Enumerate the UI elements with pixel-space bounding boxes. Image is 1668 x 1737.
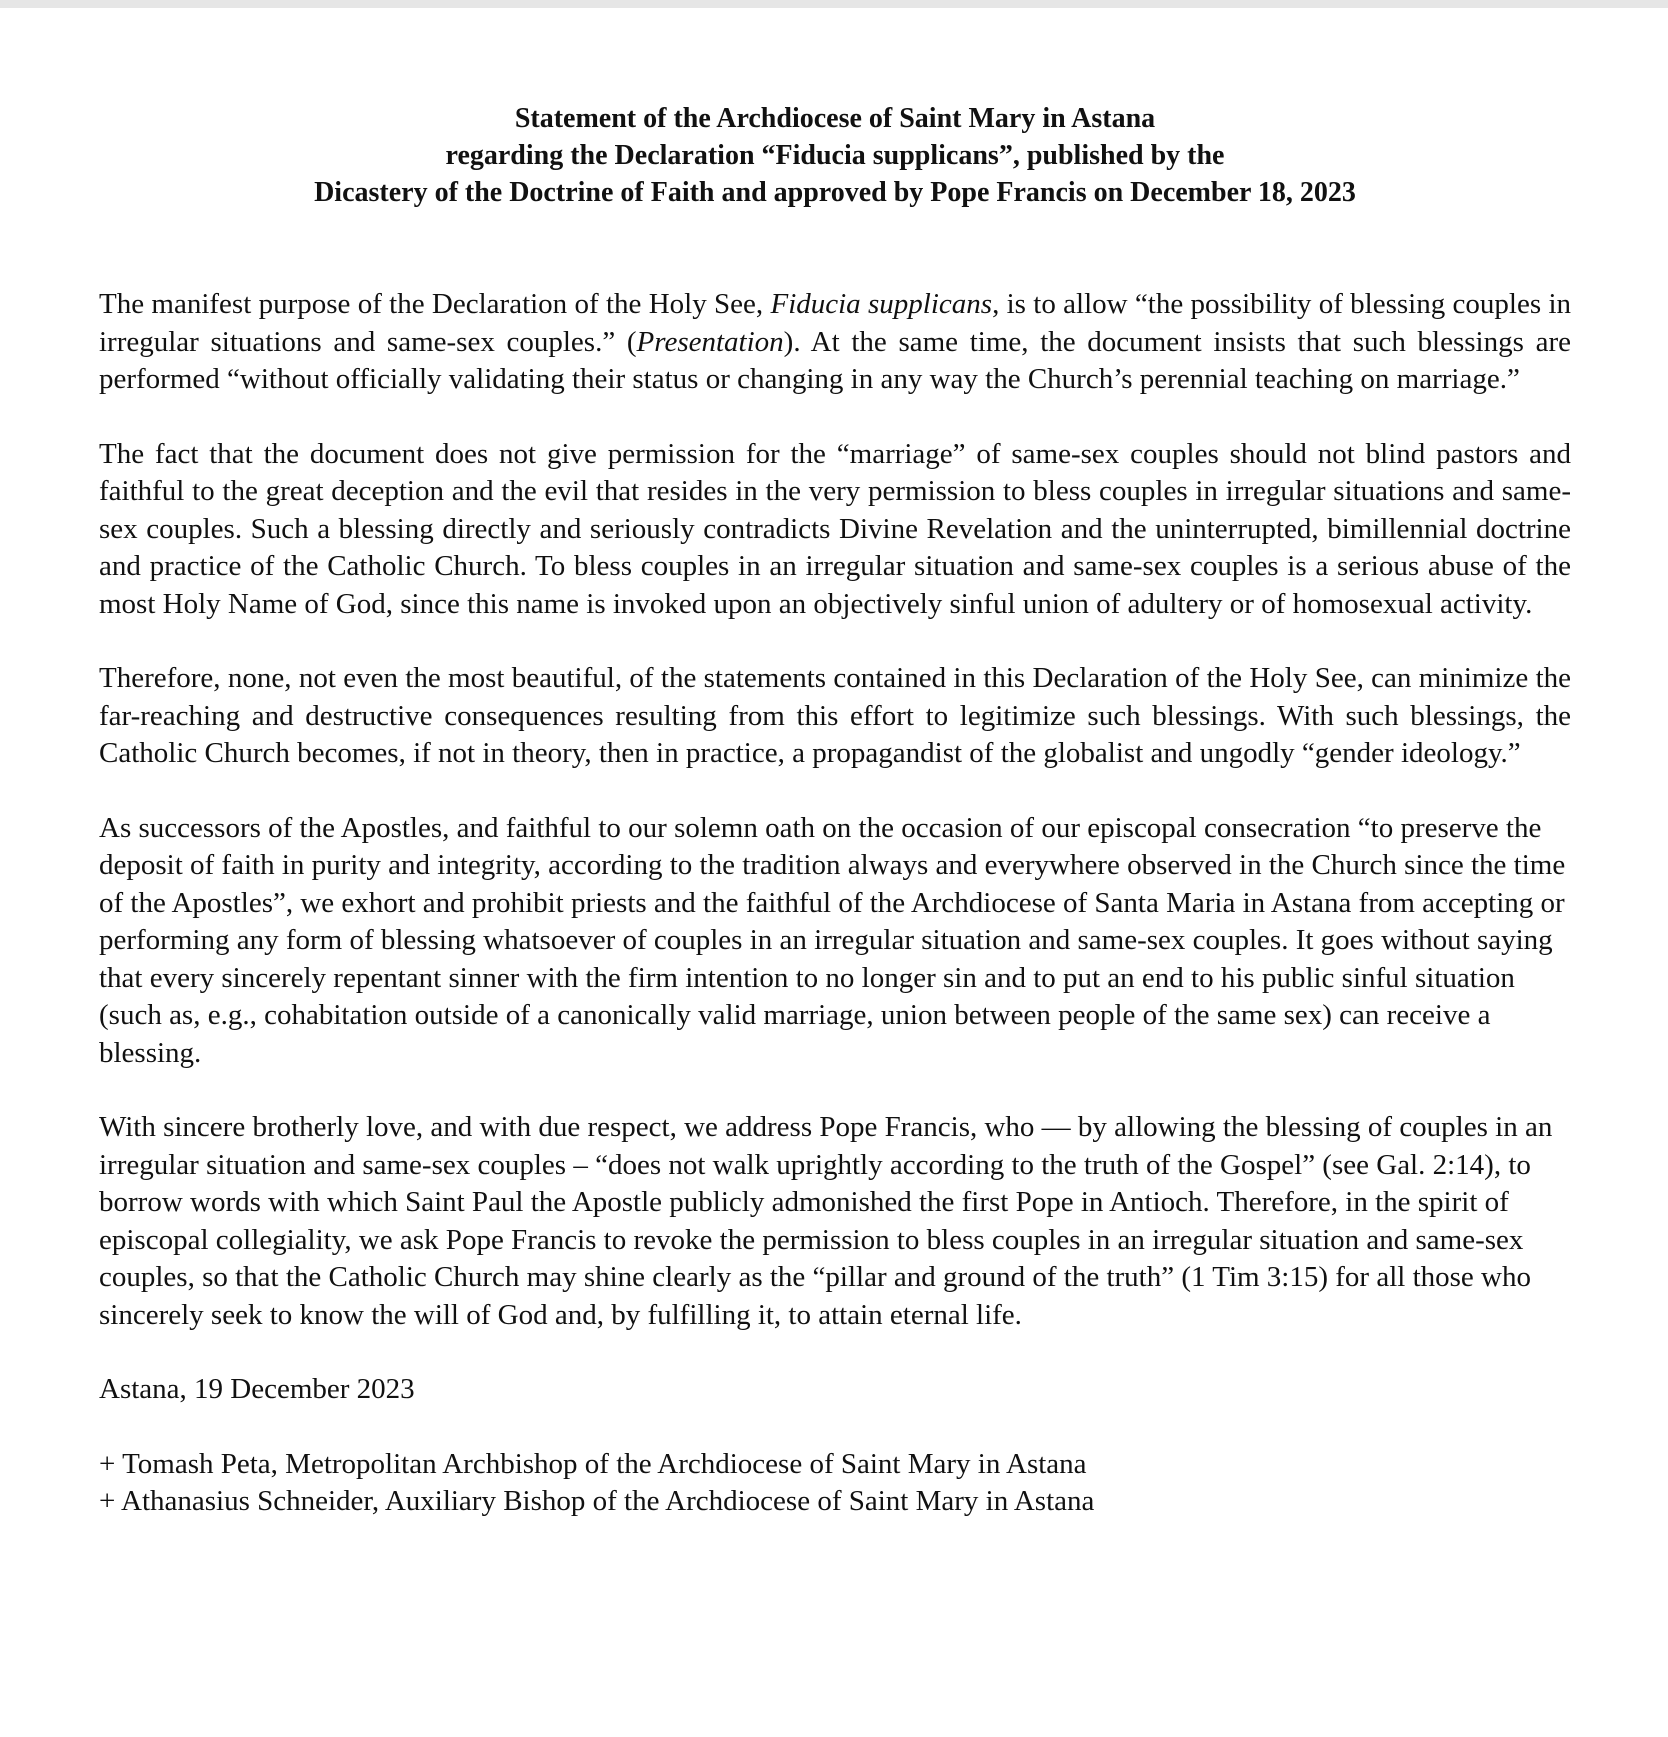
title-line-1: Statement of the Archdiocese of Saint Mary in Astana [514, 103, 1156, 134]
title-line-3: Dicastery of the Doctrine of Faith and approved by Pope Francis on December 18, 2023 [314, 177, 1356, 208]
paragraph-1-text-e: ). At the same time, the document insists that such blessings are performed “without officially validating their status or changing in any way the Church’s perennial teaching on marriage.” [99, 325, 1571, 395]
paragraph-1-text-c: , is to allow “the possibility of blessing couples in irregular situations and same-sex couples.” ( [99, 288, 1572, 358]
signatory-2: + Athanasius Schneider, Auxiliary Bishop of the Archdiocese of Saint Mary in Astana [99, 1485, 1095, 1517]
paragraph-1-italic-title: Fiducia supplicans [770, 288, 993, 320]
paragraph-3: Therefore, none, not even the most beautiful, of the statements contained in this Declaration of the Holy See, can minimize the far-reaching and destructive consequences resulting from this effort to legitimize such blessings. With such blessings, the Catholic Church becomes, if not in theory, then in practice, a propagandist of the globalist and ungodly “gender ideology.” [99, 662, 1571, 769]
title-line-2: regarding the Declaration “Fiducia supplicans”, published by the [445, 140, 1225, 171]
paragraph-2: The fact that the document does not give permission for the “marriage” of same-sex couples should not blind pastors and faithful to the great deception and the evil that resides in the very permission to bless couples in irregular situations and same-sex couples. Such a blessing directly and seriously contradicts Divine Revelation and the uninterrupted, bimillennial doctrine and practice of the Catholic Church. To bless couples in an irregular situation and same-sex couples is a serious abuse of the most Holy Name of God, since this name is invoked upon an objectively sinful union of adultery or of homosexual activity. [99, 437, 1571, 620]
paragraph-5: With sincere brotherly love, and with due respect, we address Pope Francis, who — by allowing the blessing of couples in an irregular situation and same-sex couples – “does not walk uprightly according to the truth of the Gospel” (see Gal. 2:14), to borrow words with which Saint Paul the Apostle publicly admonished the first Pope in Antioch. Therefore, in the spirit of episcopal collegiality, we ask Pope Francis to revoke the permission to bless couples in an irregular situation and same-sex couples, so that the Catholic Church may shine clearly as the “pillar and ground of the truth” (1 Tim 3:15) for all those who sincerely seek to know the will of God and, by fulfilling it, to attain eternal life. [99, 1111, 1553, 1331]
document-title [99, 100, 1571, 211]
date-line: Astana, 19 December 2023 [99, 1373, 415, 1405]
signatories [99, 1446, 1571, 1521]
paragraph-4: As successors of the Apostles, and faithful to our solemn oath on the occasion of our episcopal consecration “to preserve the deposit of faith in purity and integrity, according to the tradition always and everywhere observed in the Church since the time of the Apostles”, we exhort and prohibit priests and the faithful of the Archdiocese of Santa Maria in Astana from accepting or performing any form of blessing whatsoever of couples in an irregular situation and same-sex couples. It goes without saying that every sincerely repentant sinner with the firm intention to no longer sin and to put an end to his public sinful situation (such as, e.g., cohabitation outside of a canonically valid marriage, union between people of the same sex) can receive a blessing. [99, 811, 1566, 1069]
paragraph-1-italic-presentation: Presentation [636, 325, 784, 358]
top-border [0, 0, 1668, 8]
paragraph-1 [99, 286, 1571, 399]
paragraph-1-text-a: The manifest purpose of the Declaration of the Holy See, [99, 288, 771, 320]
document-page [99, 100, 1571, 1521]
signatory-1: + Tomash Peta, Metropolitan Archbishop of the Archdiocese of Saint Mary in Astana [99, 1447, 1087, 1480]
